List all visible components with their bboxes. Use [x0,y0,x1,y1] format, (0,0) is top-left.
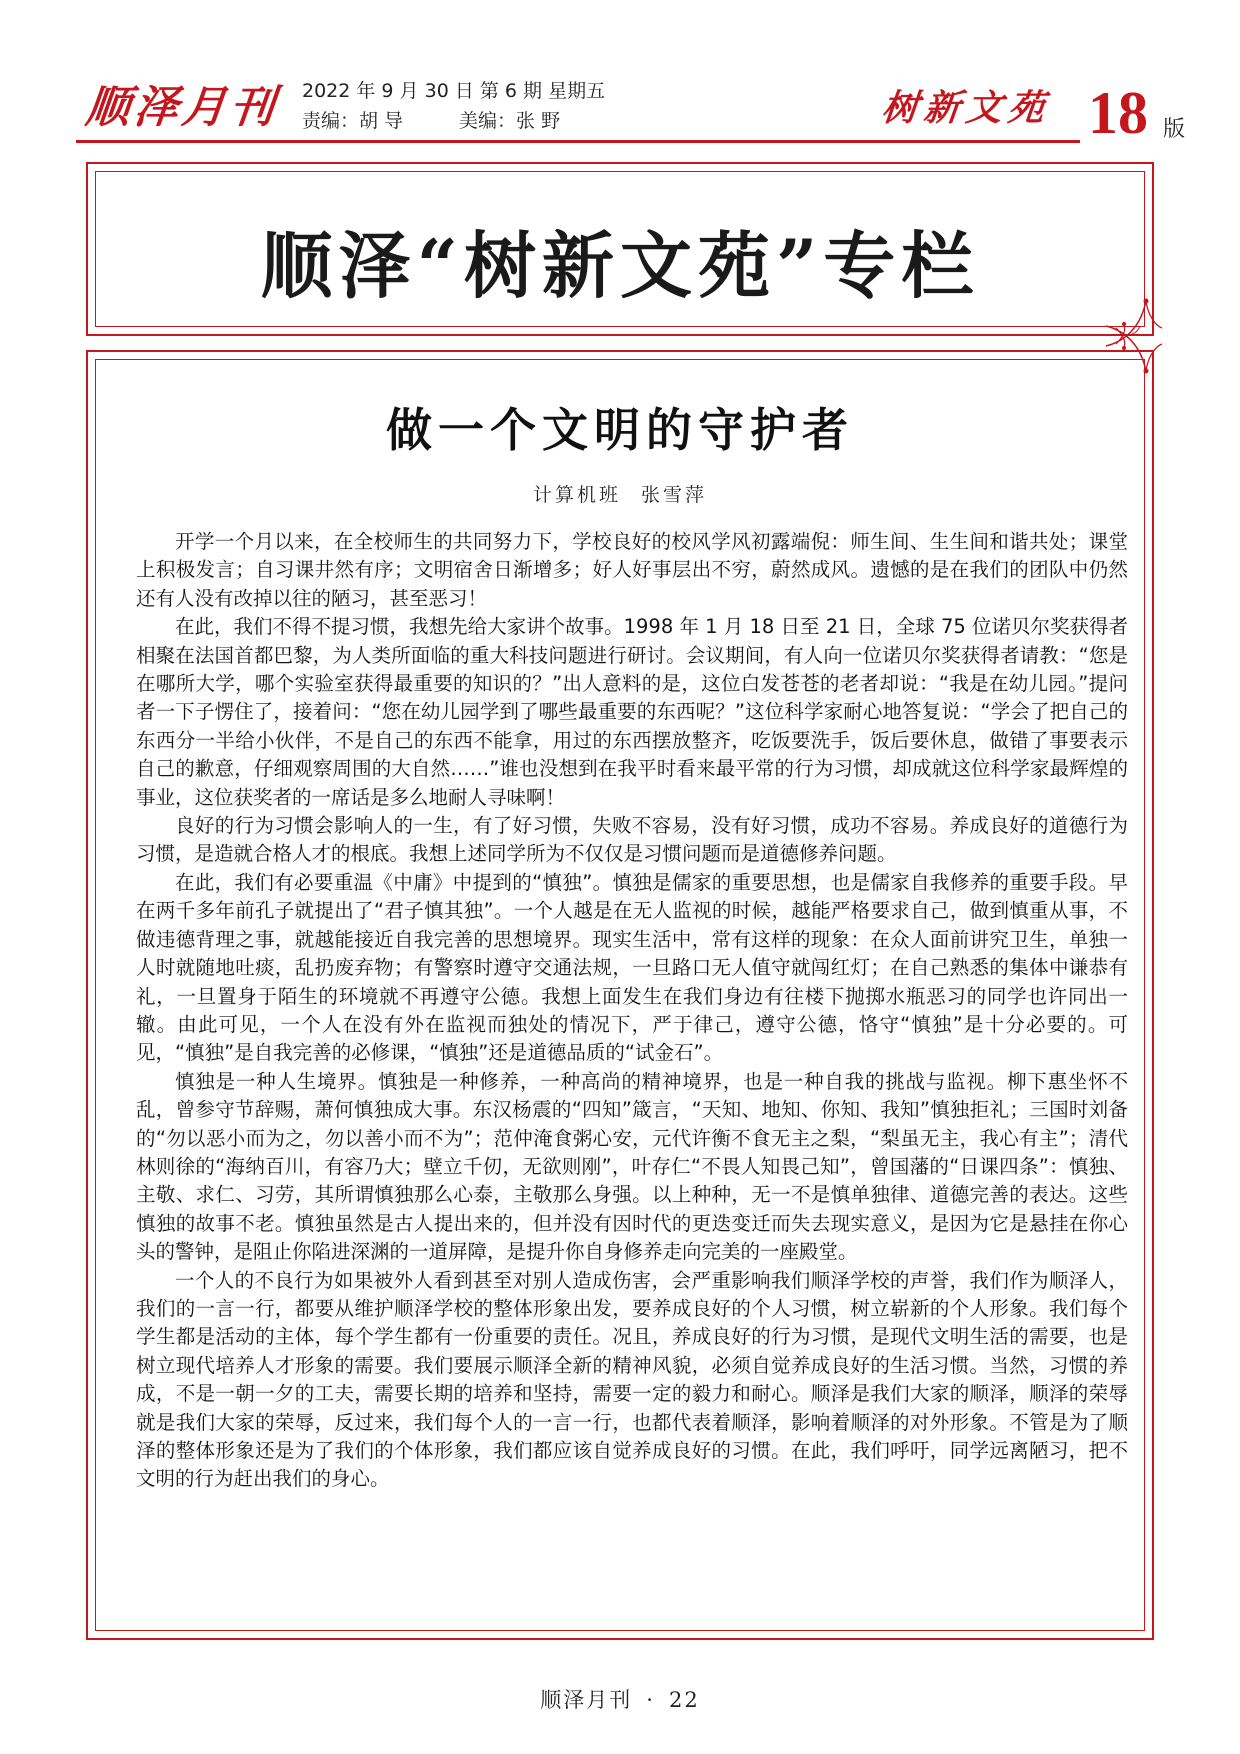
designer-credit: 美编：张 野 [459,110,561,132]
banner-title: 顺泽“树新文苑”专栏 [260,223,980,308]
footer-publication: 顺泽月刊 [540,1688,633,1712]
column-name: 树新文苑 [879,87,1053,129]
paragraph: 良好的行为习惯会影响人的一生，有了好习惯，失败不容易，没有好习惯，成功不容易。养成良好的道德行为习惯，是造就合格人才的根底。我想上述同学所为不仅仅是习惯问题而是道德修养问题。 [136,814,1128,866]
paragraph: 慎独是一种人生境界。慎独是一种修养，一种高尚的精神境界，也是一种自我的挑战与监视。柳下惠坐怀不乱，曾参守节辞赐，萧何慎独成大事。东汉杨震的“四知”箴言，“天知、地知、你知、我知”慎独拒礼；三国时刘备的“勿以恶小而为之，勿以善小而不为”；范仲淹食粥心安，元代许衡不食无主之梨，“梨虽无主，我心有主”；清代林则徐的“海纳百川，有容乃大；壁立千仞，无欲则刚”，叶存仁“不畏人知畏己知”，曾国藩的“日课四条”：慎独、主敬、求仁、习劳，其所谓慎独那么心泰，主敬那么身强。以上种种，无一不是慎单独律、道德完善的表达。这些慎独的故事不老。慎独虽然是古人提出来的，但并没有因时代的更迭变迁而失去现实意义，是因为它是悬挂在你心头的警钟，是阻止你陷进深渊的一道屏障，是提升你自身修养走向完美的一座殿堂。 [136,1069,1128,1264]
footer-separator: · [646,1688,655,1712]
masthead-logo: 顺泽月刊 [83,82,281,133]
footer-page-number: 22 [668,1688,700,1712]
credits-row [302,106,605,136]
article-body [136,528,1128,1494]
author-class: 计算机班 [532,484,621,506]
masthead-rule [76,140,1080,143]
section-page-suffix: 版 [1163,117,1186,142]
author-name: 张雪萍 [641,484,708,506]
article-byline [88,480,1152,507]
paragraph: 一个人的不良行为如果被外人看到甚至对别人造成伤害，会严重影响我们顺泽学校的声誉，我们作为顺泽人，我们的一言一行，都要从维护顺泽学校的整体形象出发，要养成良好的个人习惯，树立崭新的个人形象。我们每个学生都是活动的主体，每个学生都有一份重要的责任。况且，养成良好的行为习惯，是现代文明生活的需要，也是树立现代培养人才形象的需要。我们要展示顺泽全新的精神风貌，必须自觉养成良好的生活习惯。当然，习惯的养成，不是一朝一夕的工夫，需要长期的培养和坚持，需要一定的毅力和耐心。顺泽是我们大家的顺泽，顺泽的荣辱就是我们大家的荣辱，反过来，我们每个人的一言一行，也都代表着顺泽，影响着顺泽的对外形象。不管是为了顺泽的整体形象还是为了我们的个体形象，我们都应该自觉养成良好的习惯。在此，我们呼吁，同学远离陋习，把不文明的行为赶出我们的身心。 [136,1268,1128,1491]
paragraph: 在此，我们有必要重温《中庸》中提到的“慎独”。慎独是儒家的重要思想，也是儒家自我修养的重要手段。早在两千多年前孔子就提出了“君子慎其独”。一个人越是在无人监视的时候，越能严格要求自己，做到慎重从事，不做违德背理之事，就越能接近自我完善的思想境界。现实生活中，常有这样的现象：在众人面前讲究卫生，单独一人时就随地吐痰，乱扔废弃物；有警察时遵守交通法规，一旦路口无人值守就闯红灯；在自己熟悉的集体中谦恭有礼，一旦置身于陌生的环境就不再遵守公德。我想上面发生在我们身边有往楼下抛掷水瓶恶习的同学也许同出一辙。由此可见，一个人在没有外在监视而独处的情况下，严于律己，遵守公德，恪守“慎独”是十分必要的。可见，“慎独”是自我完善的必修课，“慎独”还是道德品质的“试金石”。 [136,870,1128,1065]
paragraph: 在此，我们不得不提习惯，我想先给大家讲个故事。1998 年 1 月 18 日至 21 日，全球 75 位诺贝尔奖获得者相聚在法国首都巴黎，为人类所面临的重大科技问题进行研讨。会议期间，有人向一位诺贝尔奖获得者请教：“您是在哪所大学，哪个实验室获得最重要的知识的？”出人意料的是，这位白发苍苍的老者却说：“我是在幼儿园。”提问者一下子愣住了，接着问：“您在幼儿园学到了哪些最重要的东西呢？”这位科学家耐心地答复说：“学会了把自己的东西分一半给小伙伴，不是自己的东西不能拿，用过的东西摆放整齐，吃饭要洗手，饭后要休息，做错了事要表示自己的歉意，仔细观察周围的大自然……”谁也没想到在我平时看来最平常的行为习惯，却成就这位科学家最辉煌的事业，这位获奖者的一席话是多么地耐人寻味啊！ [136,615,1128,809]
masthead [0,0,1240,160]
paragraph: 开学一个月以来，在全校师生的共同努力下，学校良好的校风学风初露端倪：师生间、生生间和谐共处；课堂上积极发言；自习课井然有序；文明宿舍日渐增多；好人好事层出不穷，蔚然成风。遗憾的是在我们的团队中仍然还有人没有改掉以往的陋习，甚至恶习！ [136,530,1128,610]
article-frame [86,350,1154,1640]
editor-credit: 责编：胡 导 [302,110,404,132]
floral-corner-icon [1096,316,1166,386]
article-title: 做一个文明的守护者 [386,403,854,457]
issue-date: 2022 年 9 月 30 日 第 6 期 星期五 [302,80,606,102]
masthead-info [302,76,605,136]
section-page-number: 18 [1088,80,1148,146]
column-banner [86,162,1154,336]
page-footer [0,1684,1240,1714]
